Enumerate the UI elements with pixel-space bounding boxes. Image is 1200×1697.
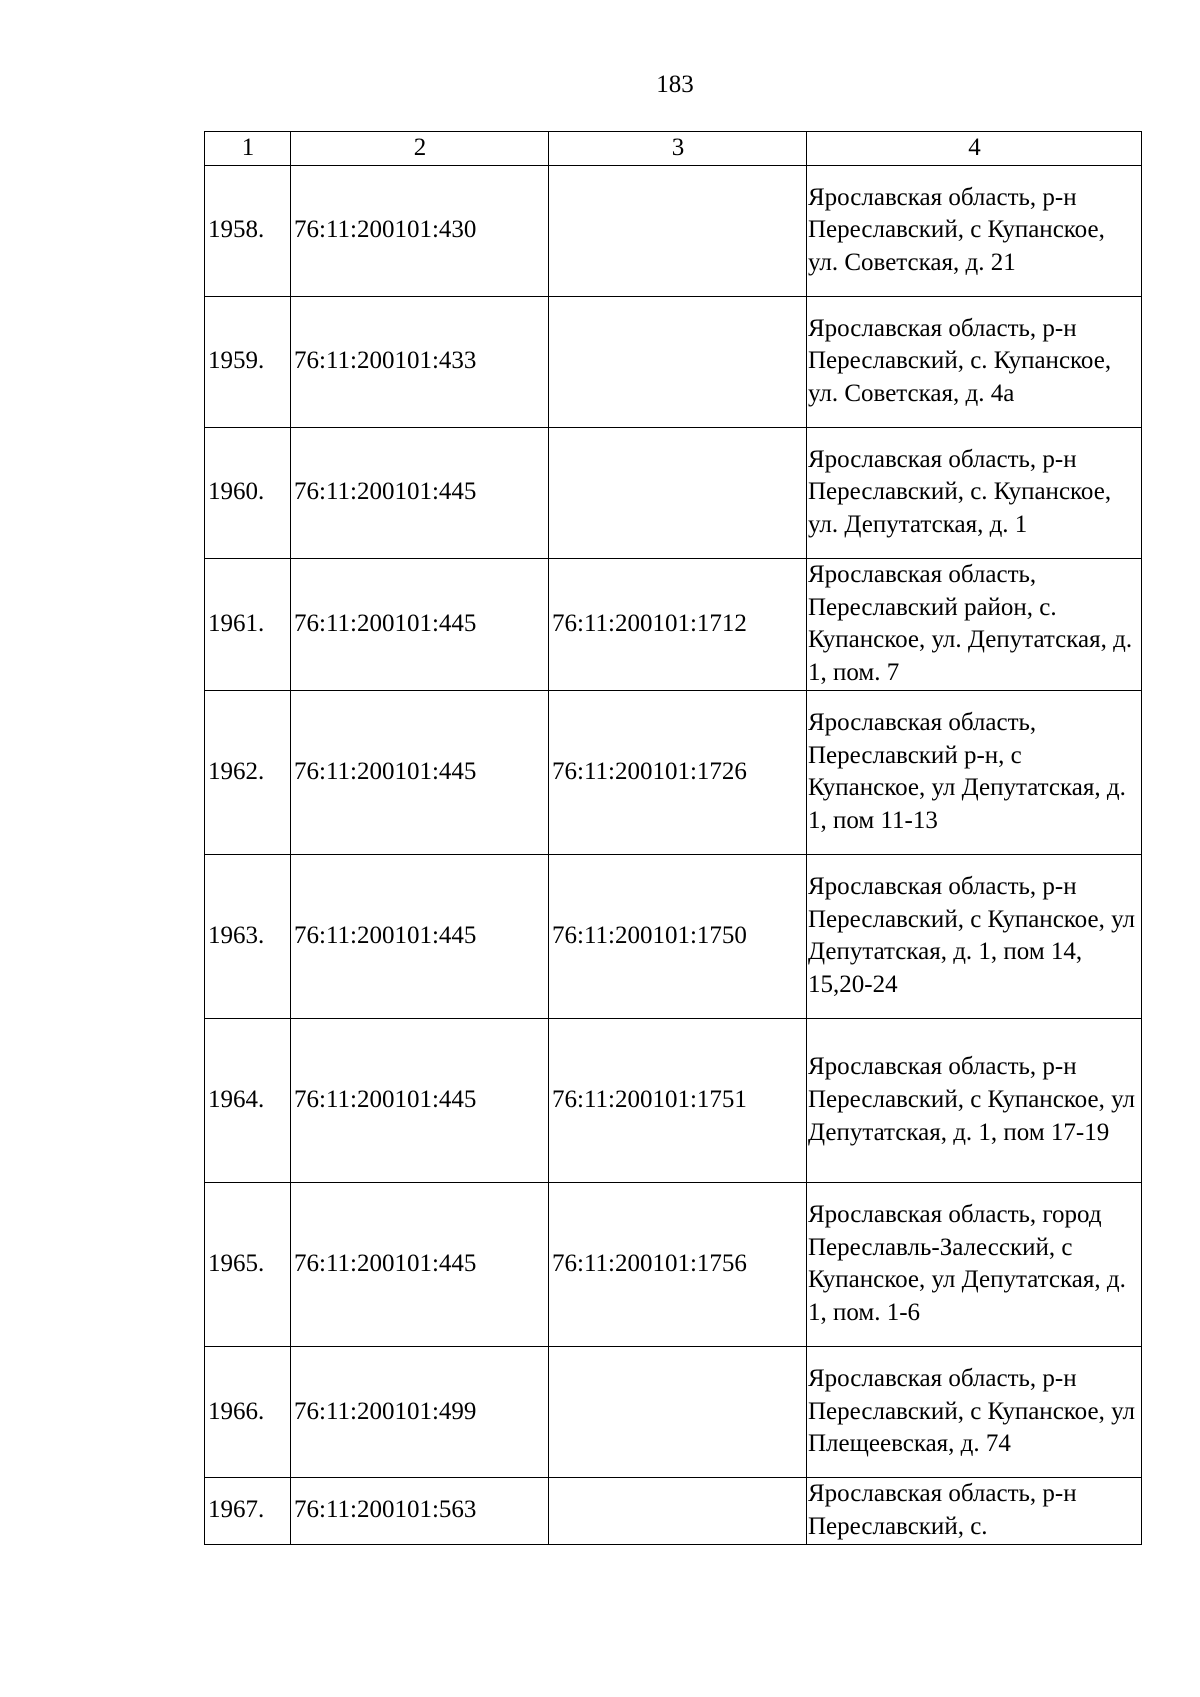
cadastral-number: 76:11:200101:445 <box>291 427 549 558</box>
table-row <box>205 427 1142 558</box>
cadastral-number: 76:11:200101:445 <box>291 1018 549 1182</box>
sub-cadastral-number: 76:11:200101:1751 <box>549 1018 807 1182</box>
table-row <box>205 1182 1142 1346</box>
cadastral-number: 76:11:200101:433 <box>291 296 549 427</box>
cadastral-number: 76:11:200101:445 <box>291 558 549 690</box>
column-header-2: 2 <box>291 132 549 166</box>
table-row <box>205 690 1142 854</box>
sub-cadastral-number: 76:11:200101:1750 <box>549 854 807 1018</box>
address: Ярославская область, р-н Переславский, с. Купанское, ул. Советская, д. 4а <box>807 296 1142 427</box>
page-number: 183 <box>656 71 694 98</box>
sub-cadastral-number: 76:11:200101:1756 <box>549 1182 807 1346</box>
address: Ярославская область, р-н Переславский, с. <box>807 1477 1142 1544</box>
address: Ярославская область, р-н Переславский, с. Купанское, ул. Депутатская, д. 1 <box>807 427 1142 558</box>
address: Ярославская область, р-н Переславский, с Купанское, ул Депутатская, д. 1, пом 17-19 <box>807 1018 1142 1182</box>
table-row <box>205 1477 1142 1544</box>
sub-cadastral-number: 76:11:200101:1712 <box>549 558 807 690</box>
address: Ярославская область, Переславский район, с. Купанское, ул. Депутатская, д. 1, пом. 7 <box>807 558 1142 690</box>
row-number: 1967. <box>205 1477 291 1544</box>
table-row <box>205 1346 1142 1477</box>
row-number: 1959. <box>205 296 291 427</box>
sub-cadastral-number <box>549 427 807 558</box>
table-header-row <box>205 132 1142 166</box>
cadastral-number: 76:11:200101:430 <box>291 165 549 296</box>
row-number: 1962. <box>205 690 291 854</box>
column-header-3: 3 <box>549 132 807 166</box>
table-row <box>205 1018 1142 1182</box>
sub-cadastral-number <box>549 1346 807 1477</box>
row-number: 1964. <box>205 1018 291 1182</box>
table-row <box>205 296 1142 427</box>
sub-cadastral-number: 76:11:200101:1726 <box>549 690 807 854</box>
address: Ярославская область, город Переславль-Залесский, с Купанское, ул Депутатская, д. 1, пом. 1-6 <box>807 1182 1142 1346</box>
row-number: 1960. <box>205 427 291 558</box>
table-row <box>205 854 1142 1018</box>
cadastral-number: 76:11:200101:445 <box>291 854 549 1018</box>
column-header-1: 1 <box>205 132 291 166</box>
row-number: 1965. <box>205 1182 291 1346</box>
cadastral-number: 76:11:200101:499 <box>291 1346 549 1477</box>
address: Ярославская область, Переславский р-н, с Купанское, ул Депутатская, д. 1, пом 11-13 <box>807 690 1142 854</box>
cadastral-number: 76:11:200101:563 <box>291 1477 549 1544</box>
sub-cadastral-number <box>549 296 807 427</box>
sub-cadastral-number <box>549 1477 807 1544</box>
row-number: 1958. <box>205 165 291 296</box>
table-row <box>205 165 1142 296</box>
address: Ярославская область, р-н Переславский, с Купанское, ул Плещеевская, д. 74 <box>807 1346 1142 1477</box>
row-number: 1966. <box>205 1346 291 1477</box>
property-table <box>204 131 1142 1545</box>
table-row <box>205 558 1142 690</box>
address: Ярославская область, р-н Переславский, с Купанское, ул Депутатская, д. 1, пом 14, 15,20-24 <box>807 854 1142 1018</box>
cadastral-number: 76:11:200101:445 <box>291 1182 549 1346</box>
row-number: 1961. <box>205 558 291 690</box>
column-header-4: 4 <box>807 132 1142 166</box>
cadastral-number: 76:11:200101:445 <box>291 690 549 854</box>
row-number: 1963. <box>205 854 291 1018</box>
sub-cadastral-number <box>549 165 807 296</box>
address: Ярославская область, р-н Переславский, с Купанское, ул. Советская, д. 21 <box>807 165 1142 296</box>
